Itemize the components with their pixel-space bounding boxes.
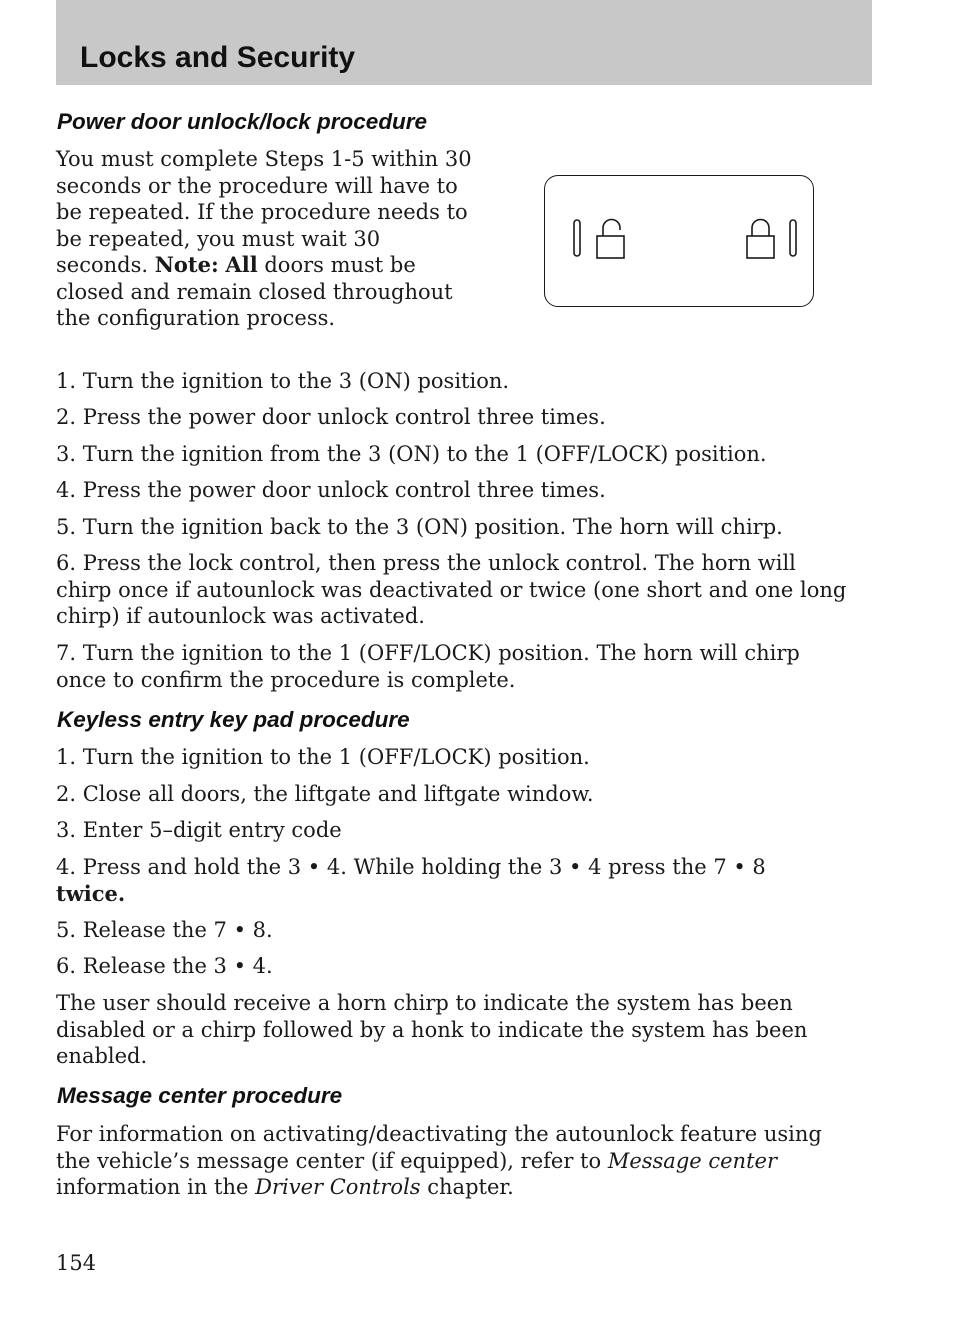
section-heading-message-center: Message center procedure — [57, 1083, 343, 1108]
keypad-step-6: 6. Release the 3 • 4. — [56, 954, 273, 978]
power-step-2: 2. Press the power door unlock control three times. — [56, 405, 606, 429]
keypad-step-5: 5. Release the 7 • 8. — [56, 918, 273, 942]
message-center-paragraph — [56, 1121, 856, 1201]
keypad-step-1: 1. Turn the ignition to the 1 (OFF/LOCK) position. — [56, 745, 590, 769]
section-heading-keyless-entry: Keyless entry key pad procedure — [57, 707, 410, 732]
note-text: doors must be closed and remain closed throughout the configuration process. — [56, 253, 453, 330]
note-all: All — [225, 252, 258, 277]
section-heading-power-door: Power door unlock/lock procedure — [57, 109, 428, 134]
power-step-3: 3. Turn the ignition from the 3 (ON) to the 1 (OFF/LOCK) position. — [56, 442, 767, 466]
power-step-5: 5. Turn the ignition back to the 3 (ON) position. The horn will chirp. — [56, 515, 783, 539]
power-step-1: 1. Turn the ignition to the 3 (ON) position. — [56, 369, 510, 393]
keypad-step-4 — [56, 854, 856, 907]
door-lock-control-figure — [544, 175, 814, 307]
mc-text-end: chapter. — [427, 1175, 514, 1199]
keypad-closing: The user should receive a horn chirp to indicate the system has been disabled or a chirp followed by a honk to indicate the system has been enabled. — [56, 991, 808, 1068]
power-step-4: 4. Press the power door unlock control three times. — [56, 478, 606, 502]
keypad-step-2: 2. Close all doors, the liftgate and liftgate window. — [56, 782, 594, 806]
header-band — [56, 0, 872, 85]
mc-ref-message-center: Message center — [607, 1148, 777, 1173]
page-number: 154 — [56, 1251, 97, 1275]
unlock-icon — [574, 220, 624, 259]
note-label: Note: — [154, 252, 219, 277]
mc-text-before: For information on activating/deactivating the autounlock feature using the vehicle’s message center (if equipped), refer to — [56, 1122, 822, 1173]
lock-icon — [747, 220, 796, 259]
intro-text: You must complete Steps 1-5 within 30 seconds or the procedure will have to be repeated. If the procedure needs to be repeated, you must wait 30 seconds. — [56, 147, 472, 277]
keypad-step-4-bold: twice. — [56, 880, 126, 906]
power-step-7: 7. Turn the ignition to the 1 (OFF/LOCK) position. The horn will chirp once to confirm the procedure is complete. — [56, 641, 800, 692]
mc-ref-driver-controls: Driver Controls — [255, 1175, 421, 1199]
mc-text-mid: information in the — [56, 1175, 249, 1199]
page-title: Locks and Security — [80, 41, 356, 74]
power-step-6: 6. Press the lock control, then press the unlock control. The horn will chirp once if autounlock was deactivated or twice (one short and one long chirp) if autounlock was activated. — [56, 551, 847, 628]
keypad-step-4-text: 4. Press and hold the 3 • 4. While holding the 3 • 4 press the 7 • 8 — [56, 855, 766, 879]
keypad-step-3: 3. Enter 5–digit entry code — [56, 818, 342, 842]
intro-paragraph — [56, 146, 476, 332]
